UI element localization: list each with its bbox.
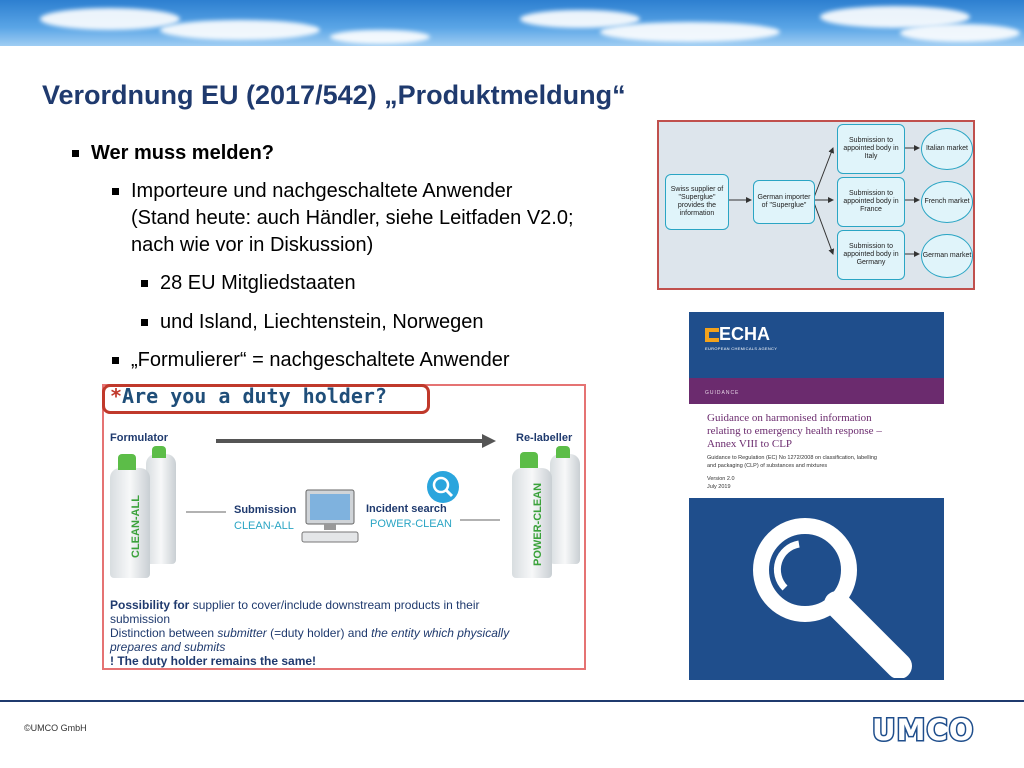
echa-title-2: relating to emergency health response – xyxy=(707,425,882,437)
duty-text-line1 xyxy=(110,598,480,612)
flow-market-germany: German market xyxy=(921,234,973,278)
sky-banner xyxy=(0,0,1024,46)
bullet-text: und Island, Liechtenstein, Norwegen xyxy=(160,311,484,333)
bullet-text: „Formulierer“ = nachgeschaltete Anwender xyxy=(131,349,510,371)
bullet-text: Wer muss melden? xyxy=(91,142,275,164)
bullet-text: 28 EU Mitgliedstaaten xyxy=(160,272,356,294)
slide-title: Verordnung EU (2017/542) „Produktmeldung“ xyxy=(42,80,626,110)
flow-diagram xyxy=(657,120,975,290)
echa-title-3: Annex VIII to CLP xyxy=(707,438,793,450)
copyright-text: ©UMCO GmbH xyxy=(24,723,87,733)
flow-market-france: French market xyxy=(921,181,973,223)
asterisk: * xyxy=(110,384,123,408)
submission-label: Submission xyxy=(234,504,297,516)
arrow-right-icon xyxy=(216,434,496,448)
bottle-right-label: POWER-CLEAN xyxy=(532,482,544,566)
incident-search-label: Incident search xyxy=(366,503,447,515)
connector-left xyxy=(186,510,226,514)
duty-text-line3 xyxy=(110,626,509,640)
echa-sub-1: Guidance to Regulation (EC) No 1272/2008 on classification, labelling xyxy=(707,455,877,461)
text: supplier to cover/include downstream products in their xyxy=(189,598,480,612)
formulator-label: Formulator xyxy=(110,432,169,444)
highlight-oval xyxy=(102,384,430,414)
magnifier-icon xyxy=(749,508,944,678)
echa-guidance-cover xyxy=(689,312,944,680)
echa-title-1: Guidance on harmonised information xyxy=(707,412,872,424)
bullet-who-must-report xyxy=(91,140,274,167)
bullet-formulator xyxy=(131,347,510,374)
echa-sub-2: and packaging (CLP) of substances and mixtures xyxy=(707,463,828,469)
text: Distinction between xyxy=(110,626,218,640)
echa-agency: EUROPEAN CHEMICALS AGENCY xyxy=(705,346,778,351)
submission-product: CLEAN-ALL xyxy=(234,520,294,532)
search-icon xyxy=(426,470,460,504)
bullet-text: nach wie vor in Diskussion) xyxy=(131,234,374,256)
incident-product: POWER-CLEAN xyxy=(370,518,452,530)
relabeller-label: Re-labeller xyxy=(516,432,573,444)
bottle-left-label: CLEAN-ALL xyxy=(130,495,142,558)
bullet-importers xyxy=(131,178,574,259)
text-bold: Possibility for xyxy=(110,598,190,612)
bullet-eu-states xyxy=(160,270,356,297)
umco-logo: UMCO xyxy=(872,713,975,747)
flow-submission-italy: Submission to appointed body in Italy xyxy=(837,124,905,174)
echa-logo-text: ECHA xyxy=(719,324,771,344)
duty-text-line2: submission xyxy=(110,612,171,626)
bullet-efta-states xyxy=(160,309,484,336)
flow-market-italy: Italian market xyxy=(921,128,973,170)
text-italic: the entity which physically xyxy=(371,626,510,640)
echa-top-band xyxy=(689,312,944,378)
duty-text-line5: ! The duty holder remains the same! xyxy=(110,654,317,668)
flow-swiss-supplier: Swiss supplier of "Superglue" provides the information xyxy=(665,174,729,230)
flow-submission-germany: Submission to appointed body in Germany xyxy=(837,230,905,280)
flow-submission-france: Submission to appointed body in France xyxy=(837,177,905,227)
echa-band-label: GUIDANCE xyxy=(705,390,740,396)
computer-icon xyxy=(300,488,360,546)
bullet-text: (Stand heute: auch Händler, siehe Leitfaden V2.0; xyxy=(131,207,574,229)
echa-version: Version 2.0 xyxy=(707,476,735,482)
duty-text-line4: prepares and submits xyxy=(110,640,226,654)
flow-german-importer: German importer of "Superglue" xyxy=(753,180,815,224)
text-italic: submitter xyxy=(217,626,267,640)
connector-right xyxy=(460,518,500,522)
footer-divider xyxy=(0,700,1024,702)
duty-holder-panel xyxy=(102,384,586,670)
bullet-text: Importeure und nachgeschaltete Anwender xyxy=(131,180,513,202)
echa-date: July 2019 xyxy=(707,484,731,490)
duty-question-text: Are you a duty holder? xyxy=(122,384,387,408)
echa-logo-icon xyxy=(705,328,719,342)
text: (=duty holder) and xyxy=(266,626,372,640)
